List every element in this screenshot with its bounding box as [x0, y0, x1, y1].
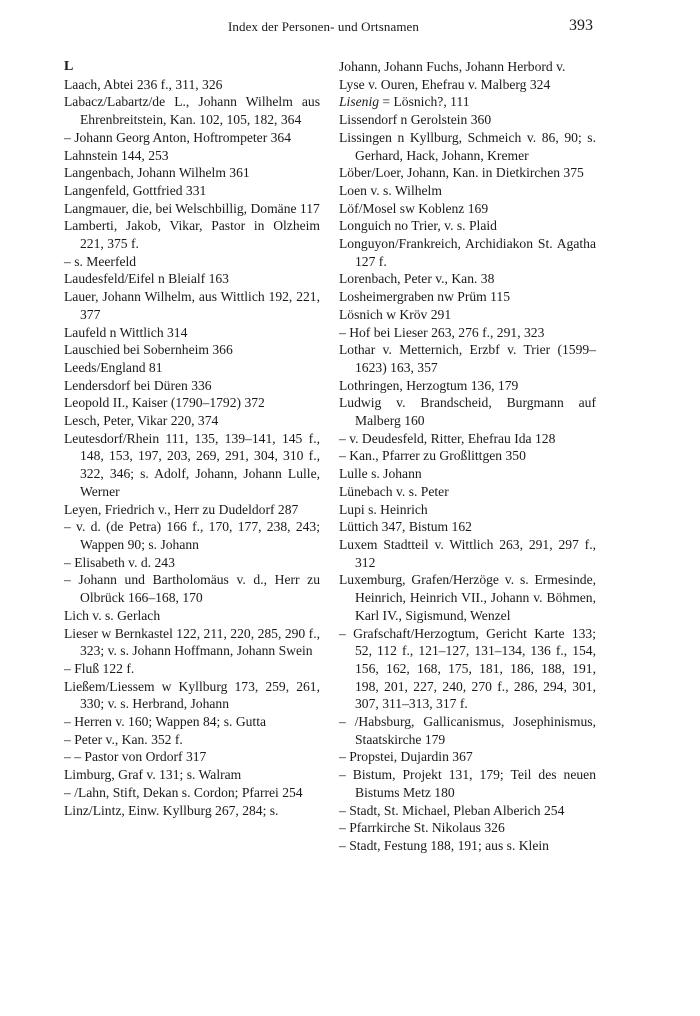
entry-lemma: Lisenig	[339, 94, 380, 110]
index-entry: Langmauer, die, bei Welschbillig, Domäne 117	[64, 200, 320, 216]
index-entry: Linz/Lintz, Einw. Kyllburg 267, 284; s.	[64, 802, 279, 818]
index-entry: Luxem Stadtteil v. Wittlich 263, 291, 297 f., 312	[339, 536, 596, 570]
index-entry: Lieser w Bernkastel 122, 211, 220, 285, 290 f., 323; v. s. Johann Hoffmann, Johann Swein	[64, 625, 320, 659]
index-subentry: – Stadt, Festung 188, 191; aus s. Klein	[339, 837, 549, 853]
index-entry: Luxemburg, Grafen/Herzöge v. s. Ermesinde, Heinrich, Heinrich VII., Johann v. Böhmen, Karl IV., Sigismund, Wenzel	[339, 572, 596, 623]
index-subentry: – Stadt, St. Michael, Pleban Alberich 254	[339, 802, 565, 818]
index-entry: Langenbach, Johann Wilhelm 361	[64, 165, 250, 181]
index-entry: Lorenbach, Peter v., Kan. 38	[339, 271, 495, 287]
index-entry: Lösnich w Kröv 291	[339, 306, 452, 322]
index-entry	[339, 93, 596, 111]
index-subentry: – Fluß 122 f.	[64, 660, 135, 676]
index-entry: Lesch, Peter, Vikar 220, 374	[64, 413, 219, 429]
index-entry: Laach, Abtei 236 f., 311, 326	[64, 76, 223, 92]
index-subentry: – Hof bei Lieser 263, 276 f., 291, 323	[339, 324, 545, 340]
index-entry: Ließem/Liessem w Kyllburg 173, 259, 261, 330; v. s. Herbrand, Johann	[64, 678, 320, 712]
index-entry-continuation: Johann, Johann Fuchs, Johann Herbord v.	[339, 59, 566, 74]
index-entry: Labacz/Labartz/de L., Johann Wilhelm aus Ehrenbreitstein, Kan. 102, 105, 182, 364	[64, 94, 320, 128]
index-entry: Laudesfeld/Eifel n Bleialf 163	[64, 271, 229, 287]
index-subentry: – v. d. (de Petra) 166 f., 170, 177, 238, 243; Wappen 90; s. Johann	[64, 519, 320, 552]
index-entry: Lissendorf n Gerolstein 360	[339, 112, 492, 128]
index-subentry: – Grafschaft/Herzogtum, Gericht Karte 133; 52, 112 f., 121–127, 131–134, 136 f., 154, 156, 162, 168, 175, 181, 186, 188, 191, 198, 201, 227, 240, 270 f., 286, 294, 301, 307, 311–313, 317 f.	[339, 625, 596, 712]
index-entry: Leeds/England 81	[64, 359, 163, 375]
index-entry: Lupi s. Heinrich	[339, 501, 428, 517]
index-entry: Lendersdorf bei Düren 336	[64, 377, 212, 393]
index-subentry: – – Pastor von Ordorf 317	[64, 749, 207, 765]
index-entry: Lauer, Johann Wilhelm, aus Wittlich 192, 221, 377	[64, 289, 320, 322]
index-entry: Longuyon/Frankreich, Archidiakon St. Agatha 127 f.	[339, 236, 596, 269]
index-subentry: – Johann Georg Anton, Hoftrompeter 364	[64, 129, 292, 145]
index-subentry: – Johann und Bartholomäus v. d., Herr zu Olbrück 166–168, 170	[64, 572, 320, 606]
index-entry: Leyen, Friedrich v., Herr zu Dudeldorf 287	[64, 501, 299, 517]
index-entry: Lich v. s. Gerlach	[64, 607, 161, 623]
index-entry: Lyse v. Ouren, Ehefrau v. Malberg 324	[339, 76, 551, 92]
entry-text: = Lösnich?, 111	[379, 94, 470, 110]
index-entry: Lamberti, Jakob, Vikar, Pastor in Olzheim 221, 375 f.	[64, 218, 320, 252]
index-entry: Lothar v. Metternich, Erzbf v. Trier (1599–1623) 163, 357	[339, 342, 596, 375]
index-subentry: – Propstei, Dujardin 367	[339, 749, 473, 765]
index-subentry: – Peter v., Kan. 352 f.	[64, 731, 183, 747]
index-entry: Laufeld n Wittlich 314	[64, 324, 188, 340]
index-entry: Lüttich 347, Bistum 162	[339, 519, 472, 535]
index-entry: Losheimergraben nw Prüm 115	[339, 289, 511, 305]
index-subentry: – s. Meerfeld	[64, 253, 137, 269]
index-entry: Lulle s. Johann	[339, 466, 422, 482]
index-subentry: – /Habsburg, Gallicanismus, Josephinismus, Staatskirche 179	[339, 714, 596, 747]
index-column-left	[64, 58, 320, 819]
page-number: 393	[569, 17, 593, 34]
index-column-right	[339, 58, 596, 855]
index-entry: Lauschied bei Sobernheim 366	[64, 342, 233, 358]
index-subentry: – Bistum, Projekt 131, 179; Teil des neuen Bistums Metz 180	[339, 767, 596, 800]
running-head: Index der Personen- und Ortsnamen	[228, 19, 420, 34]
index-entry: Löber/Loer, Johann, Kan. in Dietkirchen 375	[339, 165, 584, 181]
index-subentry: – v. Deudesfeld, Ritter, Ehefrau Ida 128	[339, 430, 556, 446]
index-entry: Löf/Mosel sw Koblenz 169	[339, 200, 489, 216]
index-entry: Lothringen, Herzogtum 136, 179	[339, 377, 519, 393]
index-entry: Ludwig v. Brandscheid, Burgmann auf Malberg 160	[339, 395, 596, 429]
index-entry: Longuich no Trier, v. s. Plaid	[339, 218, 497, 234]
index-subentry: – /Lahn, Stift, Dekan s. Cordon; Pfarrei 254	[64, 784, 303, 800]
index-entry: Limburg, Graf v. 131; s. Walram	[64, 767, 242, 783]
index-subentry: – Kan., Pfarrer zu Großlittgen 350	[339, 448, 526, 464]
index-subentry: – Elisabeth v. d. 243	[64, 554, 175, 570]
section-letter: L	[64, 59, 74, 74]
index-entry: Lünebach v. s. Peter	[339, 483, 449, 499]
index-entry: Lahnstein 144, 253	[64, 147, 169, 163]
index-entry: Leutesdorf/Rhein 111, 135, 139–141, 145 f., 148, 153, 197, 203, 269, 291, 304, 310 f., 322, 346; s. Adolf, Johann, Johann Lulle, Werner	[64, 430, 320, 499]
index-subentry: – Herren v. 160; Wappen 84; s. Gutta	[64, 714, 267, 730]
index-entry: Loen v. s. Wilhelm	[339, 182, 442, 198]
index-entry: Leopold II., Kaiser (1790–1792) 372	[64, 395, 265, 411]
index-entry: Lissingen n Kyllburg, Schmeich v. 86, 90; s. Gerhard, Hack, Johann, Kremer	[339, 129, 596, 163]
index-subentry: – Pfarrkirche St. Nikolaus 326	[339, 820, 505, 836]
index-entry: Langenfeld, Gottfried 331	[64, 182, 207, 198]
